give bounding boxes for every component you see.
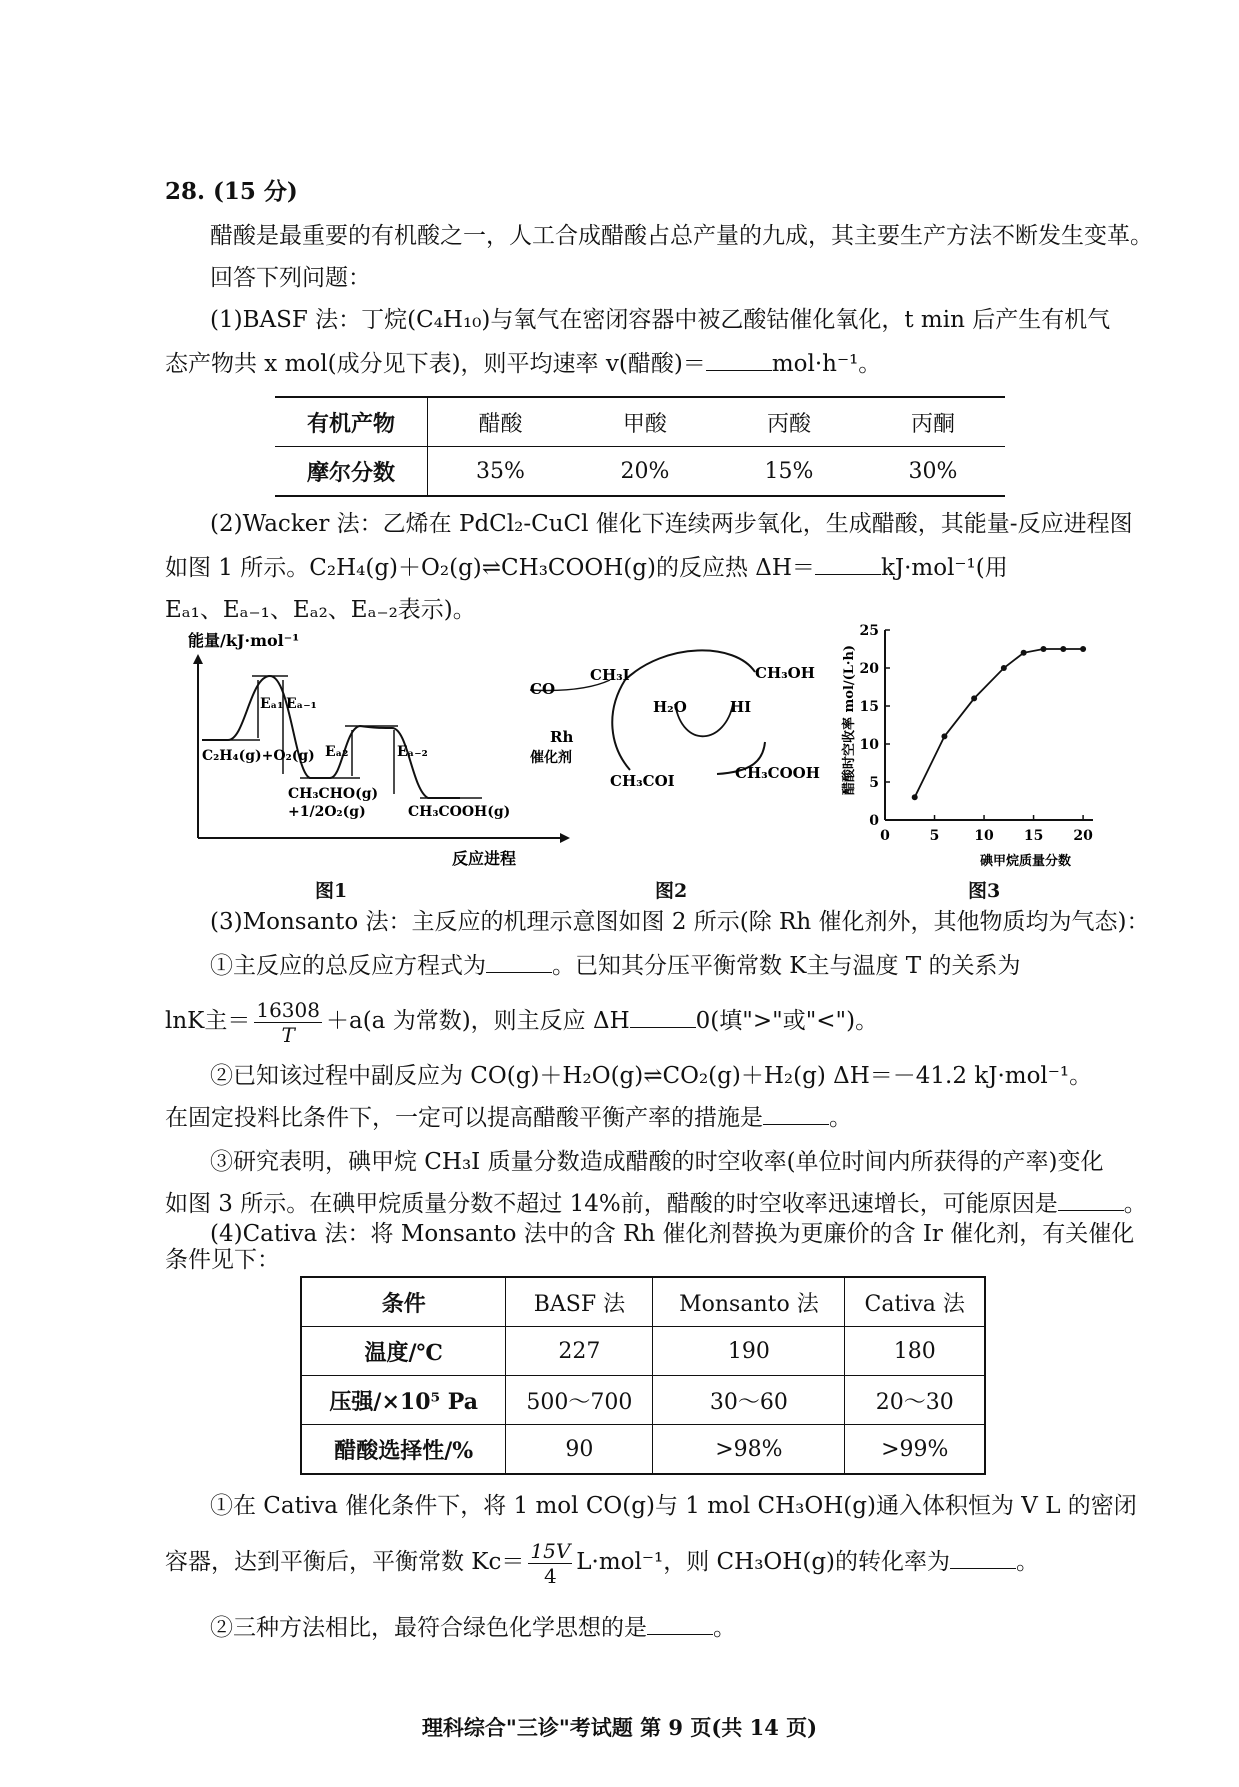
table-row — [301, 1277, 985, 1327]
x-axis-arrow — [560, 833, 570, 843]
part3-q1-text-b: 。已知其分压平衡常数 K主与温度 T 的关系为 — [552, 953, 1021, 979]
conditions-table — [300, 1276, 986, 1475]
intro-text: 醋酸是最重要的有机酸之一，人工合成醋酸占总产量的九成，其主要生产方法不断发生变革。 — [210, 223, 1153, 249]
fig3-ylabel: 醋酸时空收率 mol/(L·h) — [842, 644, 857, 795]
part3-q2-line1: ②已知该过程中副反应为 CO(g)＋H₂O(g)⇌CO₂(g)＋H₂(g) ΔH＝－41.2 kJ·mol⁻¹。 — [210, 1063, 1093, 1089]
fig1-ylabel: 能量/kJ·mol⁻¹ — [188, 631, 300, 650]
table-cell: 丙酸 — [717, 397, 861, 447]
y-tick-label: 0 — [869, 813, 879, 829]
part3-q2-text-b: 。 — [829, 1105, 852, 1131]
table-cell: 227 — [506, 1327, 653, 1376]
series-line — [915, 649, 1083, 797]
part1-text-a: 态产物共 x mol(成分见下表)，则平均速率 v(醋酸)＝ — [165, 351, 706, 377]
table-row — [301, 1425, 985, 1475]
answer-blank[interactable] — [1058, 1188, 1124, 1211]
question-score: (15 分) — [213, 178, 298, 205]
data-point — [1021, 650, 1027, 656]
table-header-cell: 条件 — [301, 1277, 506, 1327]
table-cell: 190 — [653, 1327, 845, 1376]
ea2-label: Eₐ₂ — [325, 744, 349, 760]
ch3coi-label: CH₃COI — [610, 772, 675, 790]
part3-q1 — [210, 950, 1020, 982]
fig3-caption: 图3 — [968, 880, 1001, 902]
table-cell: 30% — [908, 458, 958, 484]
data-point — [971, 695, 977, 701]
table-row — [301, 1376, 985, 1425]
energy-curve — [202, 676, 460, 798]
fraction — [254, 998, 322, 1047]
x-tick-label: 10 — [974, 828, 994, 844]
y-tick-label: 20 — [859, 661, 879, 677]
answer-blank[interactable] — [486, 950, 552, 973]
part1-line2 — [165, 348, 881, 380]
table-row — [301, 1327, 985, 1376]
table-cell: 500～700 — [506, 1376, 653, 1425]
part4-q2-text-b: 。 — [713, 1615, 736, 1641]
part2-text-b: kJ·mol⁻¹(用 — [880, 555, 1008, 581]
table-cell: 35% — [476, 458, 525, 484]
eam1-label: Eₐ₋₁ — [286, 696, 317, 712]
question-number: 28. — [165, 178, 206, 205]
co-label: CO — [530, 680, 556, 698]
answer-blank[interactable] — [950, 1546, 1016, 1569]
table-cell: 20% — [620, 458, 670, 484]
part4-line2: 条件见下： — [165, 1247, 280, 1273]
x-tick-label: 0 — [880, 828, 890, 844]
answer-blank[interactable] — [630, 1005, 696, 1028]
y-axis-arrow — [193, 654, 203, 664]
part2-line2 — [165, 552, 1008, 584]
y-tick-label: 15 — [859, 699, 879, 715]
part3-q3-line1: ③研究表明，碘甲烷 CH₃I 质量分数造成醋酸的时空收率(单位时间内所获得的产率)变化 — [210, 1149, 1104, 1175]
y-tick-label: 5 — [869, 775, 879, 791]
fig2-caption: 图2 — [655, 880, 688, 902]
answer-blank[interactable] — [763, 1102, 829, 1125]
table-header-cell: 有机产物 — [275, 397, 428, 447]
table-row — [275, 397, 1005, 447]
table-cell: >98% — [653, 1425, 845, 1475]
ln-k-label: lnK主＝ — [165, 1008, 251, 1034]
prompt-text: 回答下列问题： — [210, 265, 371, 291]
part2-line1: (2)Wacker 法：乙烯在 PdCl₂-CuCl 催化下连续两步氧化，生成醋酸，其能量-反应进程图 — [210, 511, 1133, 537]
part3-q2-line2 — [165, 1102, 852, 1134]
part1-line1: (1)BASF 法：丁烷(C₄H₁₀)与氧气在密闭容器中被乙酸钴催化氧化，t min 后产生有机气 — [210, 307, 1111, 333]
part3-q3-text-b: 。 — [1123, 1191, 1147, 1217]
table-cell: 丙酮 — [861, 397, 1005, 447]
ch3cooh-label: CH₃COOH — [735, 764, 820, 782]
part3-line1: (3)Monsanto 法：主反应的机理示意图如图 2 所示(除 Rh 催化剂外，其他物质均为气态)： — [210, 909, 1150, 935]
hi-label: HI — [730, 698, 752, 716]
part3-q1-text-a: ①主反应的总反应方程式为 — [210, 953, 486, 979]
fig3-xlabel: 碘甲烷质量分数 — [980, 854, 1072, 869]
part3-q1-formula — [165, 996, 878, 1047]
data-point — [1060, 646, 1066, 652]
product-table — [275, 396, 1005, 497]
x-tick-label: 15 — [1023, 828, 1044, 844]
table-cell: 15% — [764, 458, 814, 484]
part4-q1-line1: ①在 Cativa 催化条件下，将 1 mol CO(g)与 1 mol CH₃OH(g)通入体积恒为 V L 的密闭 — [210, 1493, 1137, 1519]
part4-q1-text-c: 。 — [1016, 1549, 1040, 1575]
fraction — [528, 1539, 572, 1588]
fraction-numerator: 16308 — [256, 997, 320, 1022]
reactant-label: C₂H₄(g)+O₂(g) — [202, 748, 315, 764]
part2-text-a: 如图 1 所示。C₂H₄(g)＋O₂(g)⇌CH₃COOH(g)的反应热 ΔH＝ — [165, 555, 815, 581]
ch3oh-label: CH₃OH — [755, 664, 815, 682]
data-point — [1080, 646, 1086, 652]
part4-q1-line2 — [165, 1534, 1039, 1590]
table-cell: 醋酸选择性/% — [301, 1425, 506, 1475]
part3-q3-line2 — [165, 1188, 1147, 1220]
data-point — [1001, 665, 1007, 671]
answer-blank[interactable] — [647, 1612, 713, 1635]
intermediate-label-2: +1/2O₂(g) — [288, 804, 366, 820]
part3-q3-text-a: 如图 3 所示。在碘甲烷质量分数不超过 14%前，醋酸的时空收率迅速增长，可能原因是 — [165, 1191, 1058, 1217]
table-cell: 30～60 — [653, 1376, 845, 1425]
part3-q2-text-a: 在固定投料比条件下，一定可以提高醋酸平衡产率的措施是 — [165, 1105, 763, 1131]
data-point — [912, 794, 918, 800]
table-cell: >99% — [845, 1425, 985, 1475]
table-cell: 20～30 — [845, 1376, 985, 1425]
table-cell: 压强/×10⁵ Pa — [301, 1376, 506, 1425]
catalyst-label: 催化剂 — [530, 750, 572, 766]
part4-q1-text-a: 容器，达到平衡后，平衡常数 Kc＝ — [165, 1549, 525, 1575]
table-header-cell: BASF 法 — [506, 1277, 653, 1327]
y-tick-label: 25 — [859, 623, 879, 639]
table-header-cell: Monsanto 法 — [653, 1277, 845, 1327]
answer-blank[interactable] — [706, 348, 772, 371]
intermediate-label: CH₃CHO(g) — [288, 786, 379, 802]
eam2-label: Eₐ₋₂ — [397, 744, 428, 760]
yield-chart — [835, 620, 1110, 880]
answer-blank[interactable] — [815, 552, 881, 575]
part4-q2-text-a: ②三种方法相比，最符合绿色化学思想的是 — [210, 1615, 647, 1641]
table-header-cell: 摩尔分数 — [275, 447, 428, 497]
y-tick-label: 10 — [859, 737, 879, 753]
x-tick-label: 20 — [1073, 828, 1093, 844]
table-header-cell: Cativa 法 — [845, 1277, 985, 1327]
part2-line3: Eₐ₁、Eₐ₋₁、Eₐ₂、Eₐ₋₂表示)。 — [165, 597, 476, 623]
part4-line1: (4)Cativa 法：将 Monsanto 法中的含 Rh 催化剂替换为更廉价的含 Ir 催化剂，有关催化 — [210, 1221, 1135, 1247]
h2o-label: H₂O — [653, 698, 687, 716]
fig1-caption: 图1 — [315, 880, 348, 902]
left-arc — [612, 680, 630, 770]
product-label: CH₃COOH(g) — [408, 804, 511, 820]
fig1-xlabel: 反应进程 — [452, 849, 517, 868]
part1-text-b: mol·h⁻¹。 — [771, 351, 882, 377]
energy-diagram — [160, 628, 580, 873]
ea1-label: Eₐ₁ — [260, 696, 284, 712]
mechanism-diagram — [525, 632, 835, 802]
table-cell: 甲酸 — [573, 397, 717, 447]
fraction-denominator: T — [281, 1022, 295, 1047]
part3-q1-text-c: ＋a(a 为常数)，则主反应 ΔH — [325, 1008, 630, 1034]
x-tick-label: 5 — [929, 828, 940, 844]
table-cell: 醋酸 — [428, 397, 573, 447]
fraction-denominator: 4 — [543, 1563, 557, 1588]
table-row — [275, 447, 1005, 497]
ch3i-label: CH₃I — [590, 666, 630, 684]
question-header — [165, 176, 298, 208]
data-point — [941, 733, 947, 739]
table-cell: 温度/℃ — [301, 1327, 506, 1376]
page-footer: 理科综合"三诊"考试题 第 9 页(共 14 页) — [421, 1715, 818, 1740]
table-cell: 180 — [845, 1327, 985, 1376]
fraction-numerator: 15V — [530, 1538, 571, 1563]
part4-q1-text-b: L·mol⁻¹，则 CH₃OH(g)的转化率为 — [576, 1549, 951, 1575]
table-cell: 90 — [506, 1425, 653, 1475]
part4-q2 — [210, 1612, 736, 1644]
part3-q1-text-d: 0(填">"或"<")。 — [695, 1008, 879, 1034]
data-point — [1040, 646, 1046, 652]
upper-arc — [625, 650, 755, 680]
rh-label: Rh — [550, 728, 574, 746]
